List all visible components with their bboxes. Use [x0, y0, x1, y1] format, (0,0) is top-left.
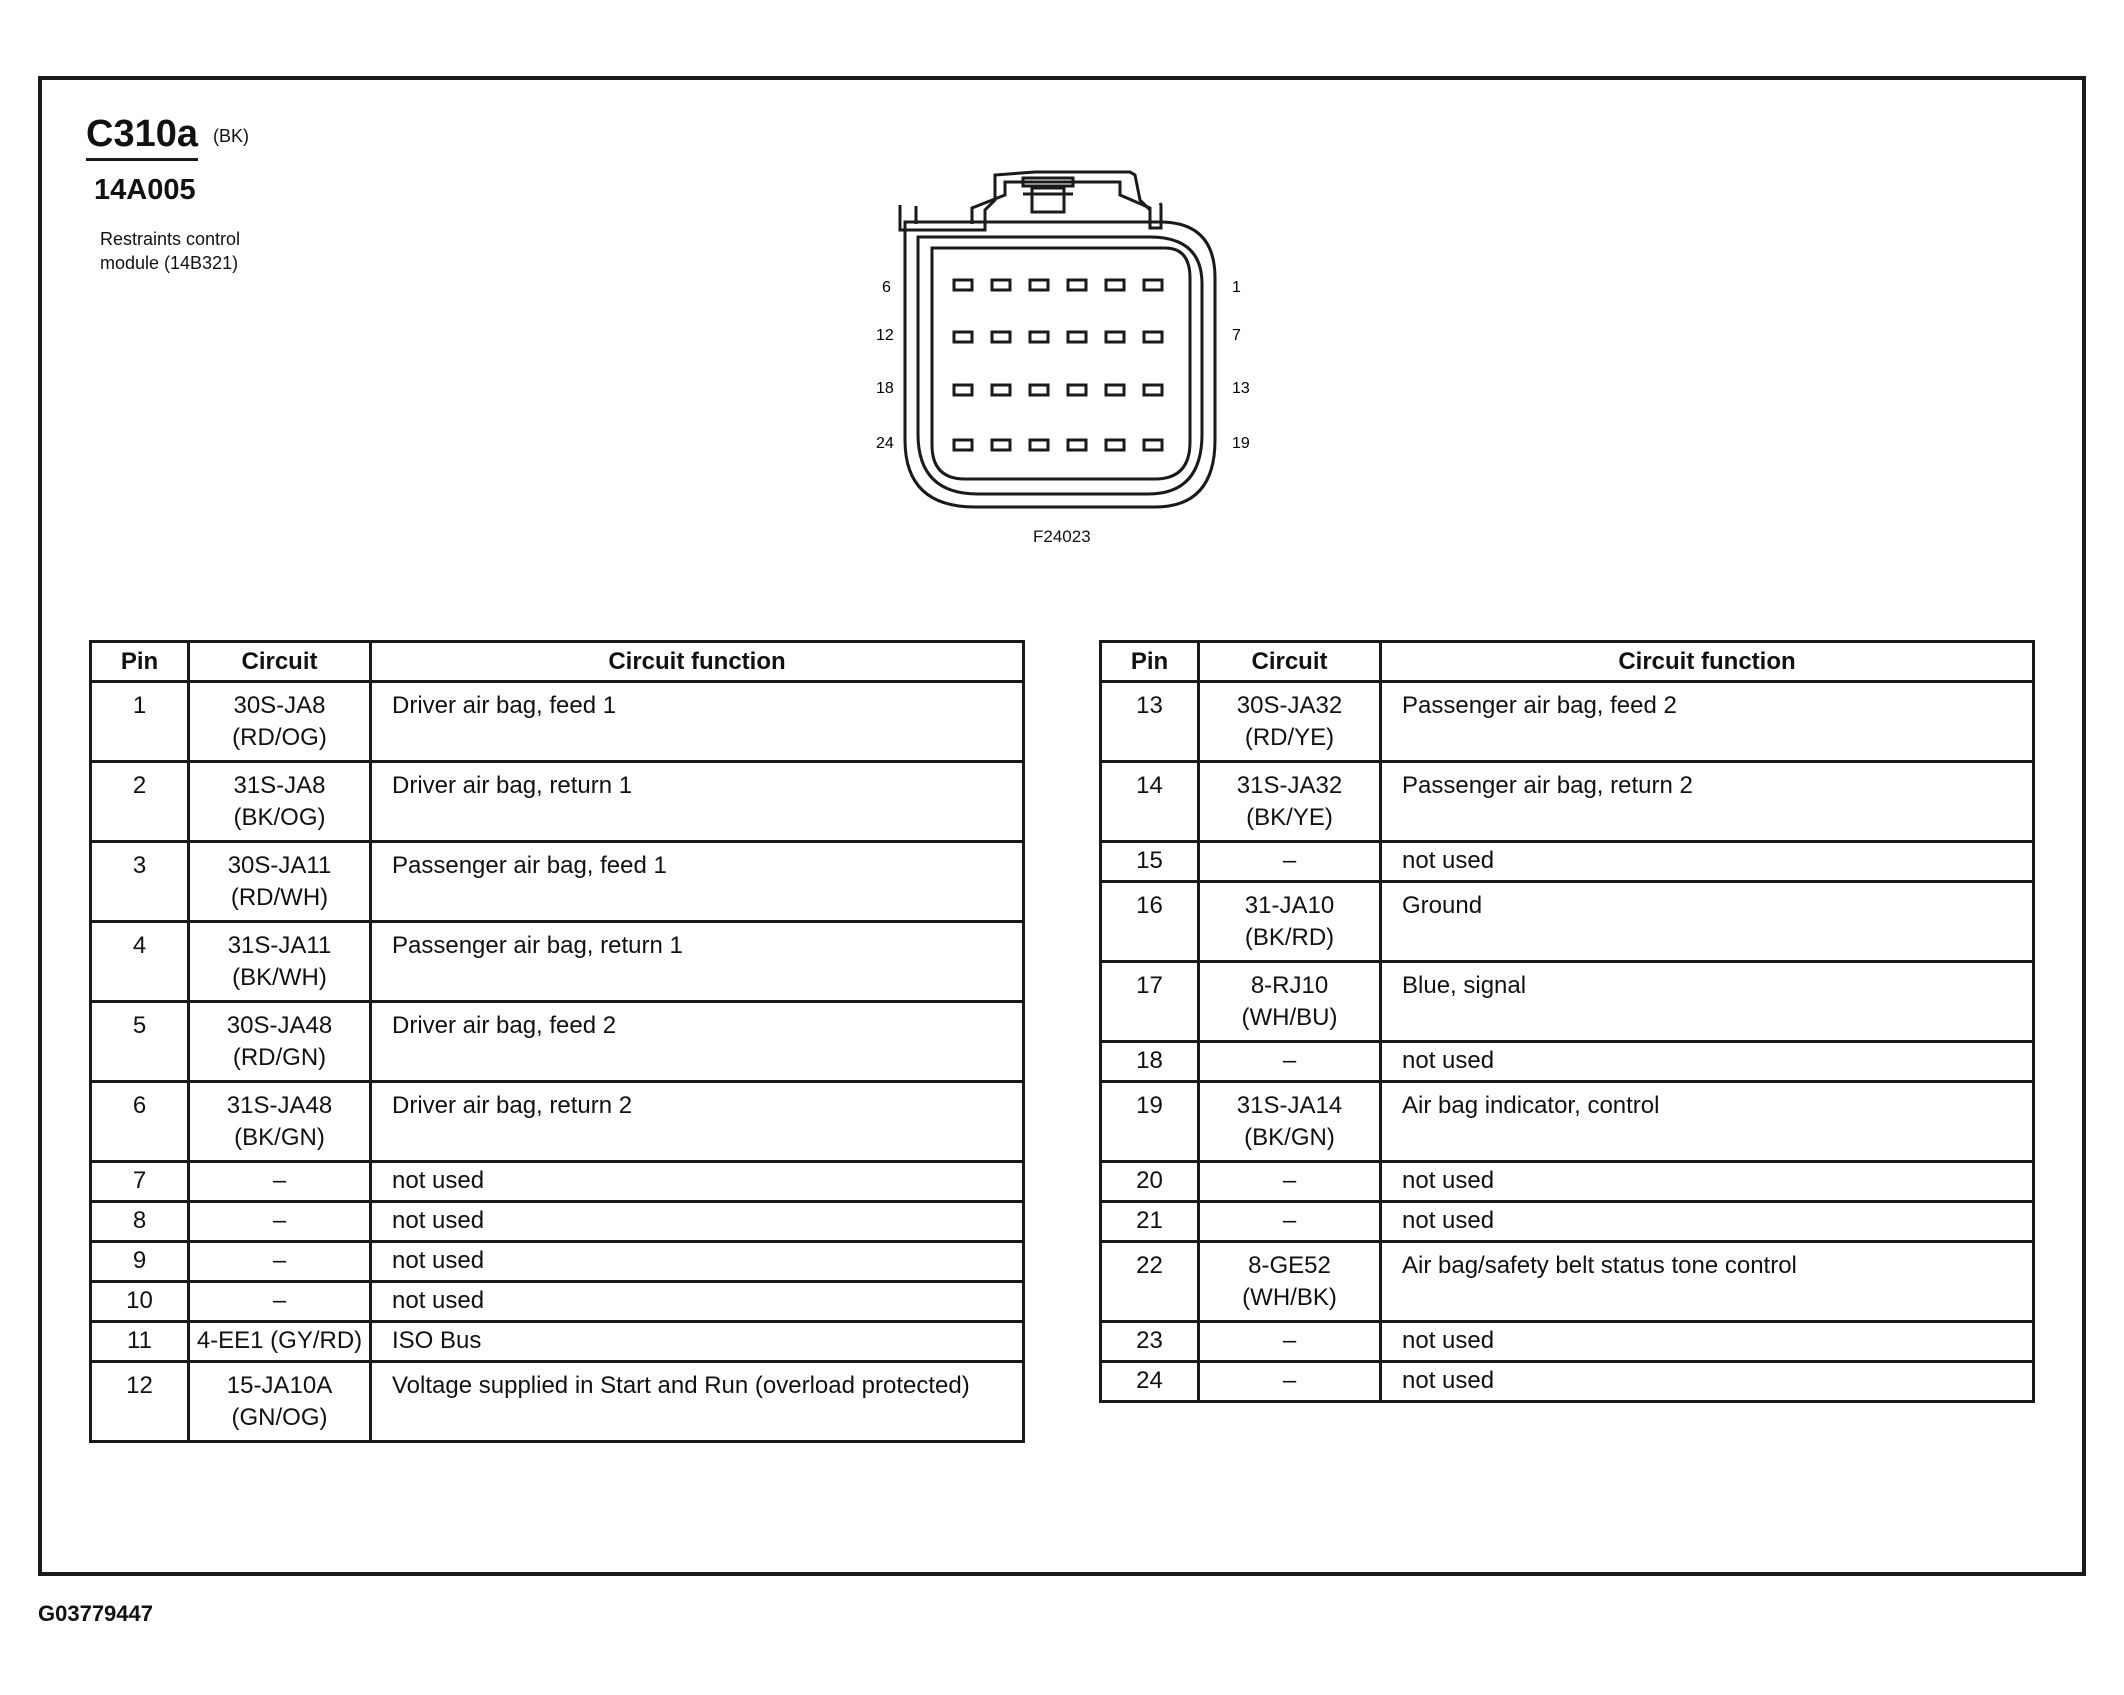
- header-circuit: Circuit: [1199, 642, 1381, 682]
- circuit-cell: [189, 1322, 371, 1362]
- table-row: [1101, 1322, 2034, 1362]
- terminal-cavity: [1106, 440, 1124, 450]
- circuit-cell: [1199, 762, 1381, 842]
- terminal-cavity: [1030, 332, 1048, 342]
- circuit-function: not used: [1381, 1362, 2034, 1402]
- table-row: [1101, 1082, 2034, 1162]
- pin-number: 21: [1101, 1202, 1199, 1242]
- circuit-cell: [189, 1162, 371, 1202]
- table-row: [1101, 962, 2034, 1042]
- table-row: [1101, 882, 2034, 962]
- terminal-cavity: [1106, 332, 1124, 342]
- circuit-function: ISO Bus: [371, 1322, 1024, 1362]
- header-circuit: Circuit: [189, 642, 371, 682]
- table-row: [91, 1242, 1024, 1282]
- table-row: [91, 1202, 1024, 1242]
- table-row: [1101, 1242, 2034, 1322]
- circuit-function: Driver air bag, feed 1: [371, 682, 1024, 762]
- terminal-cavity: [1030, 440, 1048, 450]
- wire-color: (WH/BU): [1241, 1004, 1338, 1031]
- table-row: [1101, 1202, 2034, 1242]
- circuit-id: 31S-JA11: [227, 932, 332, 959]
- header-pin: Pin: [1101, 642, 1199, 682]
- pin-number: 16: [1101, 882, 1199, 962]
- circuit-cell: [1199, 1362, 1381, 1402]
- table-row: [91, 1322, 1024, 1362]
- pinout-table-right: [1099, 640, 2035, 1403]
- wire-color: (RD/WH): [230, 884, 329, 911]
- pin-number: 2: [91, 762, 189, 842]
- pin-number: 9: [91, 1242, 189, 1282]
- circuit-cell: [1199, 1162, 1381, 1202]
- pin-label-left-3: 18: [876, 380, 894, 397]
- terminal-cavity: [1106, 385, 1124, 395]
- circuit-cell: [1199, 842, 1381, 882]
- table-row: [1101, 1362, 2034, 1402]
- circuit-cell: [189, 1202, 371, 1242]
- pin-label-right-3: 13: [1232, 380, 1250, 397]
- circuit-cell: [189, 922, 371, 1002]
- circuit-function: Ground: [1381, 882, 2034, 962]
- circuit-cell: [1199, 1322, 1381, 1362]
- circuit-id: 4-EE1 (GY/RD): [196, 1327, 363, 1354]
- circuit-function: Passenger air bag, return 2: [1381, 762, 2034, 842]
- circuit-function: Driver air bag, return 2: [371, 1082, 1024, 1162]
- circuit-id: 30S-JA32: [1236, 692, 1343, 719]
- terminal-cavity: [1068, 332, 1086, 342]
- connector-color: (BK): [213, 126, 249, 146]
- circuit-id: 30S-JA8: [233, 692, 326, 719]
- circuit-id: 30S-JA11: [227, 852, 332, 879]
- circuit-cell: [189, 1362, 371, 1442]
- circuit-id: –: [272, 1207, 287, 1234]
- circuit-id: –: [272, 1167, 287, 1194]
- terminal-cavity: [992, 280, 1010, 290]
- pin-number: 10: [91, 1282, 189, 1322]
- terminal-cavity: [1068, 385, 1086, 395]
- circuit-function: not used: [1381, 1202, 2034, 1242]
- table-row: [91, 1082, 1024, 1162]
- table-row: [91, 1282, 1024, 1322]
- circuit-function: not used: [1381, 842, 2034, 882]
- connector-face-view: [860, 160, 1280, 560]
- connector-body: [905, 222, 1215, 507]
- description-line-1: Restraints control: [100, 229, 241, 249]
- circuit-id: 8-RJ10: [1250, 972, 1329, 999]
- terminal-cavity: [992, 440, 1010, 450]
- pin-number: 5: [91, 1002, 189, 1082]
- pin-number: 18: [1101, 1042, 1199, 1082]
- circuit-cell: [189, 842, 371, 922]
- pin-label-right-2: 7: [1232, 327, 1241, 344]
- pin-number: 20: [1101, 1162, 1199, 1202]
- pin-number: 8: [91, 1202, 189, 1242]
- table-row: [91, 682, 1024, 762]
- pin-number: 17: [1101, 962, 1199, 1042]
- table-row: [1101, 762, 2034, 842]
- circuit-id: 31S-JA48: [226, 1092, 333, 1119]
- table-row: [91, 1162, 1024, 1202]
- circuit-id: –: [1282, 1167, 1297, 1194]
- wire-color: (BK/GN): [234, 1124, 325, 1151]
- circuit-cell: [1199, 962, 1381, 1042]
- terminal-cavity: [1068, 440, 1086, 450]
- pin-number: 14: [1101, 762, 1199, 842]
- pin-number: 12: [91, 1362, 189, 1442]
- table-row: [1101, 842, 2034, 882]
- part-number: 14A005: [94, 174, 196, 206]
- circuit-function: Blue, signal: [1381, 962, 2034, 1042]
- terminal-cavity: [1144, 440, 1162, 450]
- circuit-cell: [189, 1002, 371, 1082]
- circuit-id: 31S-JA14: [1236, 1092, 1343, 1119]
- description-line-2: module (14B321): [100, 253, 239, 273]
- pin-number: 24: [1101, 1362, 1199, 1402]
- pin-label-left-2: 12: [876, 327, 894, 344]
- pin-number: 11: [91, 1322, 189, 1362]
- pin-number: 19: [1101, 1082, 1199, 1162]
- circuit-function: not used: [371, 1242, 1024, 1282]
- image-code: G03779447: [38, 1601, 153, 1626]
- circuit-id: –: [1282, 1207, 1297, 1234]
- pin-label-right-4: 19: [1232, 435, 1250, 452]
- circuit-cell: [189, 1082, 371, 1162]
- circuit-cell: [189, 682, 371, 762]
- circuit-id: –: [272, 1247, 287, 1274]
- pinout-table-left: [89, 640, 1025, 1443]
- wire-color: (RD/OG): [232, 724, 327, 751]
- circuit-id: –: [1282, 1047, 1297, 1074]
- table-row: [1101, 1042, 2034, 1082]
- circuit-id: –: [272, 1287, 287, 1314]
- circuit-id: 31-JA10: [1244, 892, 1335, 919]
- figure-code: F24023: [1033, 527, 1091, 546]
- pin-label-left-1: 6: [882, 279, 891, 296]
- circuit-function: not used: [371, 1162, 1024, 1202]
- circuit-function: Driver air bag, feed 2: [371, 1002, 1024, 1082]
- component-description: [100, 227, 300, 275]
- terminal-cavity: [992, 332, 1010, 342]
- wire-color: (BK/RD): [1244, 924, 1335, 951]
- table-row: [91, 1002, 1024, 1082]
- circuit-cell: [1199, 1242, 1381, 1322]
- pin-number: 13: [1101, 682, 1199, 762]
- circuit-id: 15-JA10A: [226, 1372, 333, 1399]
- table-row: [91, 842, 1024, 922]
- circuit-id: 31S-JA8: [233, 772, 326, 799]
- circuit-function: Air bag indicator, control: [1381, 1082, 2034, 1162]
- wire-color: (GN/OG): [231, 1404, 328, 1431]
- circuit-function: not used: [1381, 1162, 2034, 1202]
- circuit-cell: [1199, 882, 1381, 962]
- circuit-id: 8-GE52: [1248, 1252, 1331, 1279]
- pin-label-left-4: 24: [876, 435, 894, 452]
- table-row: [91, 922, 1024, 1002]
- terminal-cavity: [1144, 385, 1162, 395]
- terminal-cavity: [992, 385, 1010, 395]
- wire-color: (BK/OG): [233, 804, 326, 831]
- header-circuit-function: Circuit function: [1381, 642, 2034, 682]
- pin-number: 1: [91, 682, 189, 762]
- pin-number: 22: [1101, 1242, 1199, 1322]
- pin-number: 4: [91, 922, 189, 1002]
- connector-id: C310a: [86, 112, 198, 161]
- terminal-cavity: [954, 332, 972, 342]
- terminal-cavity: [954, 440, 972, 450]
- terminal-cavity: [1106, 280, 1124, 290]
- circuit-function: Voltage supplied in Start and Run (overload protected): [371, 1362, 1024, 1442]
- pin-number: 15: [1101, 842, 1199, 882]
- circuit-function: not used: [1381, 1042, 2034, 1082]
- circuit-function: Driver air bag, return 1: [371, 762, 1024, 842]
- circuit-cell: [1199, 682, 1381, 762]
- wire-color: (BK/WH): [232, 964, 327, 991]
- wire-color: (BK/YE): [1246, 804, 1333, 831]
- table-row: [91, 762, 1024, 842]
- wire-color: (WH/BK): [1242, 1284, 1337, 1311]
- circuit-function: not used: [1381, 1322, 2034, 1362]
- circuit-cell: [189, 1242, 371, 1282]
- circuit-function: not used: [371, 1202, 1024, 1242]
- wire-color: (RD/YE): [1244, 724, 1335, 751]
- circuit-id: –: [1282, 1327, 1297, 1354]
- terminal-cavity: [1030, 385, 1048, 395]
- circuit-function: Air bag/safety belt status tone control: [1381, 1242, 2034, 1322]
- pin-number: 6: [91, 1082, 189, 1162]
- pin-label-right-1: 1: [1232, 279, 1241, 296]
- wire-color: (BK/GN): [1244, 1124, 1335, 1151]
- terminal-cavity: [1144, 280, 1162, 290]
- terminal-cavity: [1068, 280, 1086, 290]
- terminal-cavity: [1144, 332, 1162, 342]
- wire-color: (RD/GN): [232, 1044, 327, 1071]
- terminal-cavity: [954, 280, 972, 290]
- circuit-id: 31S-JA32: [1236, 772, 1343, 799]
- circuit-cell: [189, 762, 371, 842]
- circuit-function: not used: [371, 1282, 1024, 1322]
- header-pin: Pin: [91, 642, 189, 682]
- pin-number: 3: [91, 842, 189, 922]
- circuit-function: Passenger air bag, feed 1: [371, 842, 1024, 922]
- circuit-cell: [1199, 1202, 1381, 1242]
- pin-number: 7: [91, 1162, 189, 1202]
- circuit-cell: [189, 1282, 371, 1322]
- circuit-function: Passenger air bag, feed 2: [1381, 682, 2034, 762]
- circuit-cell: [1199, 1082, 1381, 1162]
- pin-number: 23: [1101, 1322, 1199, 1362]
- table-row: [91, 1362, 1024, 1442]
- terminal-cavity: [1030, 280, 1048, 290]
- circuit-function: Passenger air bag, return 1: [371, 922, 1024, 1002]
- circuit-id: –: [1282, 847, 1297, 874]
- circuit-id: –: [1282, 1367, 1297, 1394]
- circuit-cell: [1199, 1042, 1381, 1082]
- table-row: [1101, 682, 2034, 762]
- header-circuit-function: Circuit function: [371, 642, 1024, 682]
- terminal-cavities: [954, 280, 1162, 450]
- circuit-id: 30S-JA48: [226, 1012, 333, 1039]
- table-row: [1101, 1162, 2034, 1202]
- terminal-cavity: [954, 385, 972, 395]
